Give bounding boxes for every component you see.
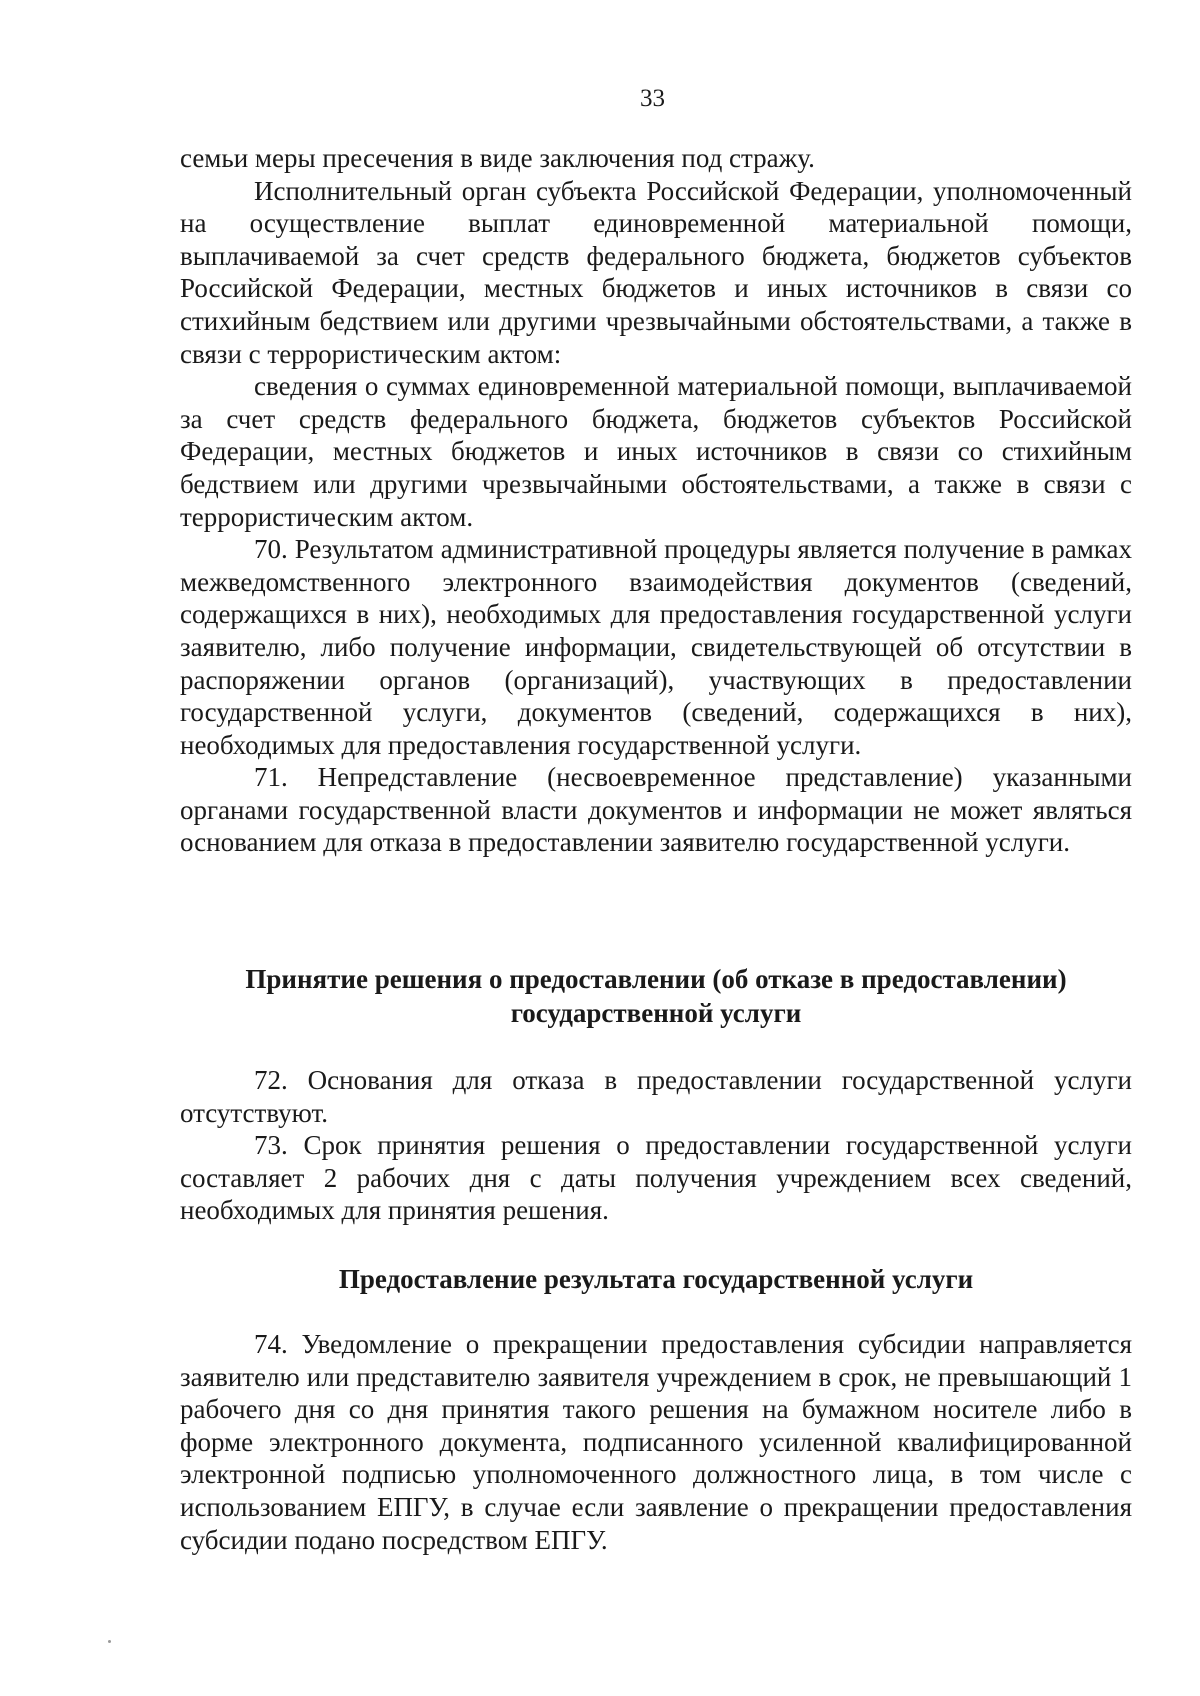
section-heading-decision (180, 962, 1132, 1030)
paragraph: сведения о суммах единовременной материальной помощи, выплачиваемой за счет средств федерального бюджета, бюджетов субъектов Российской Федерации, местных бюджетов и иных источников в связи со стихийным бедствием или другими чрезвычайными обстоятельствами, а также в связи с террористическим актом. (180, 371, 1132, 532)
text-block-1 (180, 142, 1132, 859)
paragraph-70: 70. Результатом административной процедуры является получение в рамках межведомственного электронного взаимодействия документов (сведений, содержащихся в них), необходимых для предоставления государственной услуги заявителю, либо получение информации, свидетельствующей об отсутствии в распоряжении органов (организаций), участвующих в предоставлении государственной услуги, документов (сведений, содержащихся в них), необходимых для предоставления государственной услуги. (180, 534, 1132, 760)
paragraph-73: 73. Срок принятия решения о предоставлении государственной услуги составляет 2 рабочих дня с даты получения учреждением всех сведений, необходимых для принятия решения. (180, 1130, 1132, 1226)
paragraph-72: 72. Основания для отказа в предоставлении государственной услуги отсутствуют. (180, 1065, 1132, 1128)
paragraph: семьи меры пресечения в виде заключения под стражу. (180, 143, 815, 173)
text-block-3 (180, 1328, 1132, 1556)
section-heading-result: Предоставление результата государственной услуги (338, 1264, 974, 1294)
paragraph-74: 74. Уведомление о прекращении предоставления субсидии направляется заявителю или представителю заявителя учреждением в срок, не превышающий 1 рабочего дня со дня принятия такого решения на бумажном носителе либо в форме электронного документа, подписанного усиленной квалифицированной электронной подписью уполномоченного должностного лица, в том числе с использованием ЕПГУ, в случае если заявление о прекращении предоставления субсидии подано посредством ЕПГУ. (180, 1329, 1132, 1555)
text-block-2 (180, 1064, 1132, 1227)
paragraph-71: 71. Непредставление (несвоевременное представление) указанными органами государственной власти документов и информации не может являться основанием для отказа в предоставлении заявителю государственной услуги. (180, 762, 1132, 858)
scan-speck (108, 1640, 111, 1643)
section-heading-line: государственной услуги (510, 998, 802, 1028)
page-number: 33 (640, 85, 665, 112)
paragraph: Исполнительный орган субъекта Российской Федерации, уполномоченный на осуществление выплат единовременной материальной помощи, выплачиваемой за счет средств федерального бюджета, бюджетов субъектов Российской Федерации, местных бюджетов и иных источников в связи со стихийным бедствием или другими чрезвычайными обстоятельствами, а также в связи с террористическим актом: (180, 175, 1132, 369)
section-heading-line: Принятие решения о предоставлении (об отказе в предоставлении) (245, 964, 1067, 994)
